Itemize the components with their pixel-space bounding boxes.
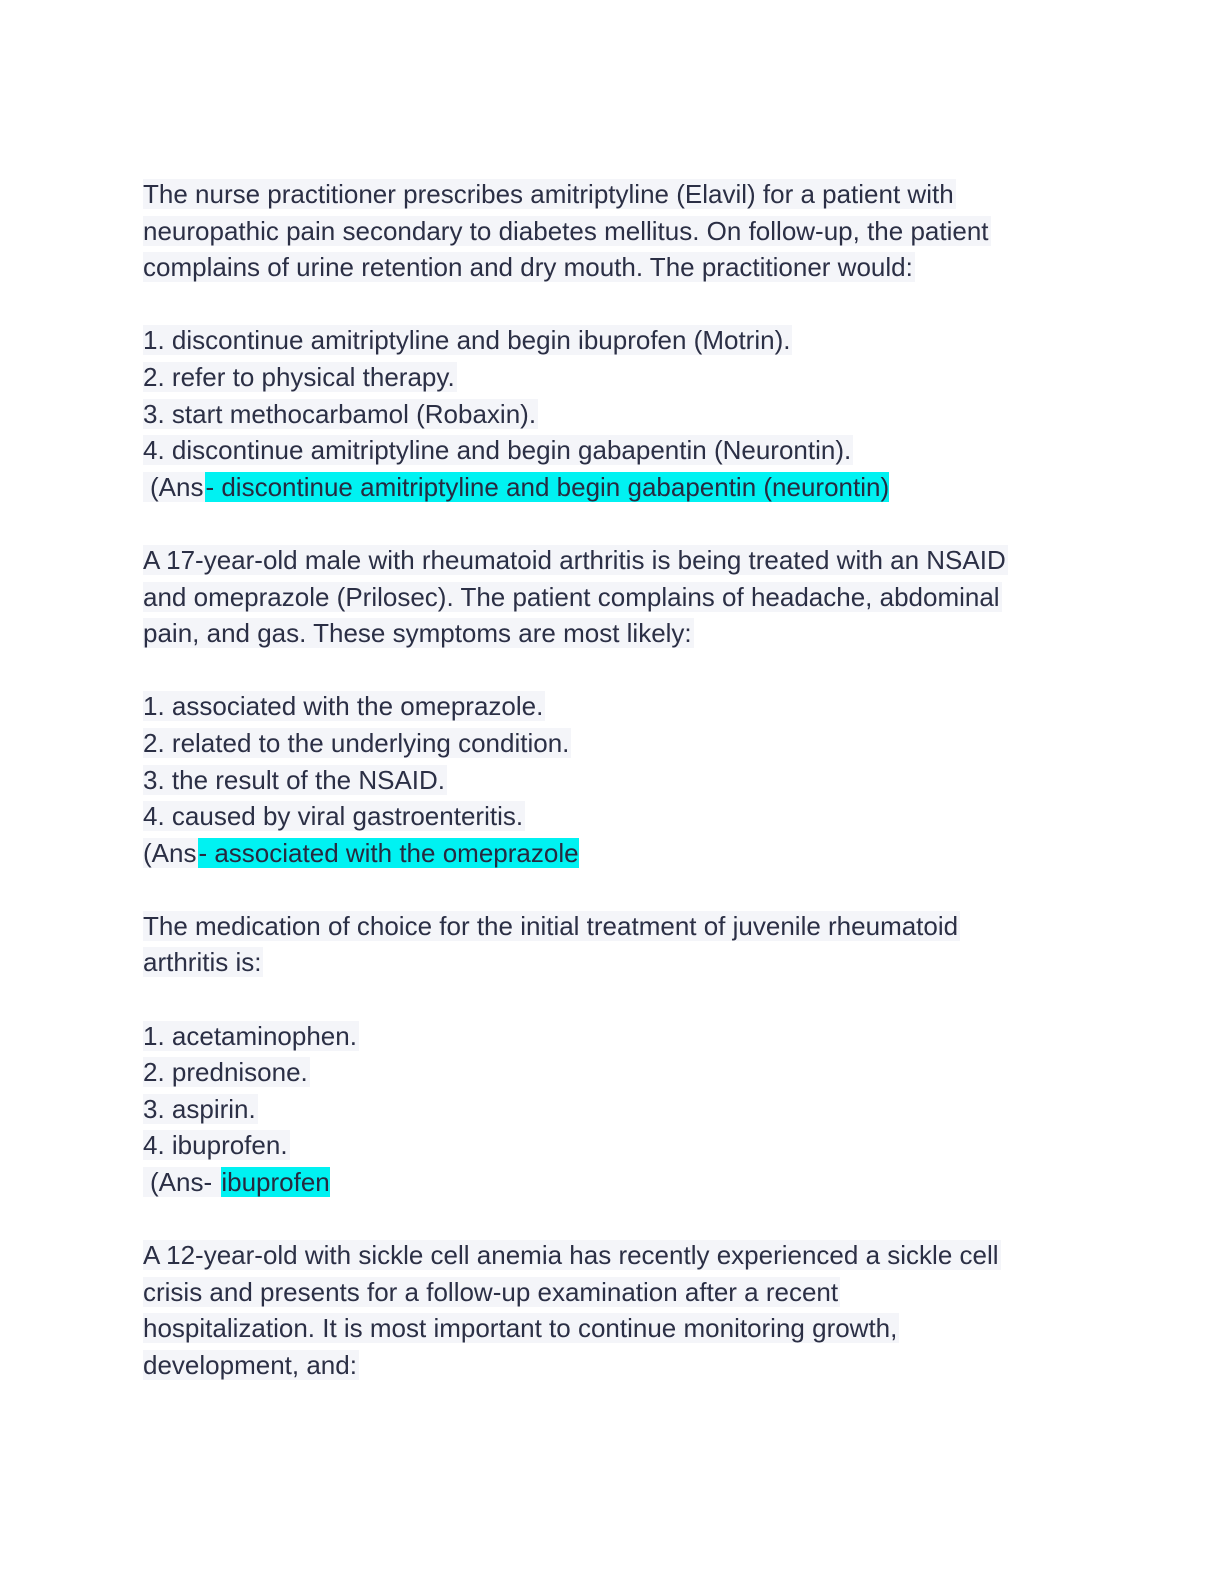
answer-key-highlight: - associated with the omeprazole — [198, 837, 579, 868]
question-block — [143, 1237, 1083, 1383]
question-stem-line: A 17-year-old male with rheumatoid arthritis is being treated with an NSAID — [143, 544, 1006, 575]
answer-key-prefix: (Ans- — [143, 1167, 221, 1197]
answer-option: 1. associated with the omeprazole. — [143, 691, 544, 722]
answer-key-highlight: ibuprofen — [221, 1167, 330, 1198]
question-stem-line: arthritis is: — [143, 947, 262, 978]
answer-option: 2. prednisone. — [143, 1057, 308, 1088]
answer-key-line — [143, 835, 1083, 872]
question-block — [143, 908, 1083, 1201]
answer-key-highlight: - discontinue amitriptyline and begin gabapentin (neurontin) — [205, 471, 890, 502]
question-stem-line: and omeprazole (Prilosec). The patient complains of headache, abdominal — [143, 581, 1000, 612]
question-stem-line: development, and: — [143, 1350, 357, 1380]
question-stem-line: crisis and presents for a follow-up examination after a recent — [143, 1276, 839, 1307]
question-stem-line: complains of urine retention and dry mouth. The practitioner would: — [143, 252, 913, 283]
question-stem-line: neuropathic pain secondary to diabetes mellitus. On follow-up, the patient — [143, 215, 989, 246]
question-block — [143, 176, 1083, 505]
answer-option: 1. discontinue amitriptyline and begin ibuprofen (Motrin). — [143, 325, 791, 356]
answer-option: 2. related to the underlying condition. — [143, 727, 570, 758]
answer-option: 3. the result of the NSAID. — [143, 764, 446, 795]
answer-key-line — [143, 469, 1083, 506]
question-stem-line: The nurse practitioner prescribes amitriptyline (Elavil) for a patient with — [143, 179, 954, 209]
answer-option: 1. acetaminophen. — [143, 1020, 357, 1051]
question-stem-line: The medication of choice for the initial treatment of juvenile rheumatoid — [143, 910, 959, 941]
answer-option: 4. ibuprofen. — [143, 1130, 288, 1161]
answer-option: 4. caused by viral gastroenteritis. — [143, 801, 524, 832]
answer-option: 2. refer to physical therapy. — [143, 361, 455, 392]
answer-key-prefix: (Ans — [143, 837, 197, 868]
answer-key-prefix: (Ans — [143, 472, 205, 502]
answer-key-line — [143, 1164, 1083, 1201]
answer-option: 3. start methocarbamol (Robaxin). — [143, 398, 537, 429]
document-page — [143, 176, 1083, 1384]
answer-option: 4. discontinue amitriptyline and begin gabapentin (Neurontin). — [143, 435, 852, 466]
answer-option: 3. aspirin. — [143, 1093, 256, 1124]
question-stem-line: pain, and gas. These symptoms are most likely: — [143, 618, 692, 649]
question-stem-line: A 12-year-old with sickle cell anemia has recently experienced a sickle cell — [143, 1240, 999, 1271]
question-stem-line: hospitalization. It is most important to continue monitoring growth, — [143, 1313, 898, 1344]
question-block — [143, 542, 1083, 871]
